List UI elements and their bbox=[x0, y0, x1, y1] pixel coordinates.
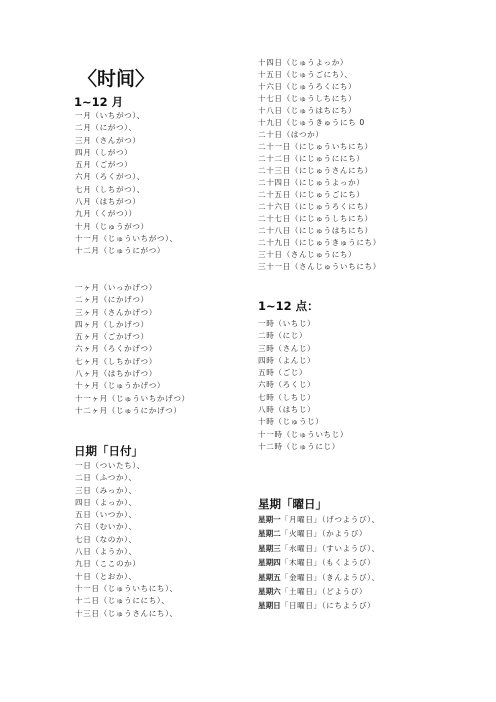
weekdays-heading: 星期「曜日」 bbox=[258, 497, 327, 511]
list-item: 二十三日（にじゅうさんにち） bbox=[258, 166, 373, 175]
weekday-jp: 「木曜日」（もくようび） bbox=[280, 558, 376, 568]
list-item: 十二時（じゅうにじ） bbox=[258, 441, 340, 451]
list-item: 三時（さんじ） bbox=[258, 343, 316, 353]
list-item: 六日（むいか）、 bbox=[75, 522, 137, 532]
weekday-cn: 星期五 bbox=[258, 572, 281, 582]
list-item: 七時（しちじ） bbox=[258, 392, 316, 402]
list-item: 十六日（じゅうろくにち） bbox=[258, 82, 357, 91]
list-item: 四ヶ月（しかげつ） bbox=[75, 319, 149, 329]
list-item: 十時（じゅうじ） bbox=[258, 417, 324, 427]
list-item: 十一ヶ月（じゅういちかげつ） bbox=[75, 393, 190, 403]
list-item: 十五日（じゅうごにち）、 bbox=[258, 70, 353, 79]
list-item: 十一日（じゅういちにち）、 bbox=[75, 583, 178, 593]
weekday-cn: 星期六 bbox=[258, 586, 281, 596]
page-title: 〈时间〉 bbox=[78, 68, 155, 90]
list-item: 七ヶ月（しちかげつ） bbox=[75, 356, 157, 366]
weekday-jp: 「月曜日」（げつようび）、 bbox=[280, 515, 380, 524]
list-item: 六ヶ月（ろくかげつ） bbox=[75, 344, 157, 354]
weekdays-list bbox=[258, 513, 380, 614]
weekday-cn: 星期一 bbox=[258, 515, 281, 524]
list-item: 三ヶ月（さんかげつ） bbox=[75, 307, 157, 317]
list-item: 三十一日（さんじゅういちにち） bbox=[258, 262, 381, 271]
list-item: 六月（ろくがつ）、 bbox=[75, 172, 145, 182]
months-heading: 1~12 月 bbox=[74, 95, 124, 109]
list-item: 十八日（じゅうはちにち） bbox=[258, 106, 357, 115]
list-item: 四時（よんじ） bbox=[258, 355, 316, 365]
month-counts-list bbox=[75, 282, 190, 417]
list-item: 二十五日（にじゅうごにち） bbox=[258, 190, 365, 199]
list-item: 十九日（じゅうきゅうにち 0 bbox=[258, 118, 365, 127]
list-item: 三日（みっか）、 bbox=[75, 485, 137, 495]
list-item: 十ヶ月（じゅうかげつ） bbox=[75, 381, 166, 391]
list-item: 一日（ついたち）、 bbox=[75, 461, 145, 470]
list-item: 四月（しがつ） bbox=[75, 147, 133, 157]
list-item: 二日（ふつか）、 bbox=[75, 473, 137, 483]
list-item: 二十一日（にじゅういちにち） bbox=[258, 142, 373, 151]
list-item: 八ヶ月（はちかげつ） bbox=[75, 369, 157, 379]
list-item: 七月（しちがつ）、 bbox=[75, 184, 145, 194]
list-item: 十二日（じゅうににち）、 bbox=[75, 596, 170, 606]
list-item: 二十八日（にじゅうはちにち） bbox=[258, 226, 373, 235]
list-item: 六時（ろくじ） bbox=[258, 380, 316, 390]
list-item bbox=[258, 542, 380, 556]
list-item: 八時（はちじ） bbox=[258, 405, 316, 415]
weekday-cn: 星期日 bbox=[258, 601, 281, 611]
dates-list bbox=[75, 460, 178, 620]
weekday-cn: 星期二 bbox=[258, 529, 281, 539]
list-item: 十三日（じゅうさんにち）、 bbox=[75, 608, 178, 618]
weekday-jp: 「金曜日」（きんようび）、 bbox=[280, 572, 380, 582]
list-item: 三十日（さんじゅうにち） bbox=[258, 250, 357, 259]
list-item: 五月（ごがつ） bbox=[75, 160, 133, 170]
list-item: 二十日（はつか） bbox=[258, 130, 324, 139]
list-item: 二十七日（にじゅうしちにち） bbox=[258, 214, 373, 223]
hours-heading: 1~12 点： bbox=[258, 299, 319, 313]
list-item: 二時（にじ） bbox=[258, 331, 308, 341]
list-item: 十月（じゅうがつ） bbox=[75, 221, 149, 231]
list-item: 九月（くがつ）） bbox=[75, 209, 137, 219]
list-item: 二十六日（にじゅうろくにち） bbox=[258, 202, 373, 211]
list-item: 十四日（じゅうよっか） bbox=[258, 58, 349, 67]
list-item: 二月（にがつ）、 bbox=[75, 123, 137, 133]
list-item bbox=[258, 527, 380, 541]
dates-cont-list bbox=[258, 57, 381, 273]
dates-heading: 日期「日付」 bbox=[74, 444, 143, 458]
list-item: 四日（よっか）、 bbox=[75, 497, 137, 507]
list-item: 十二月（じゅうにがつ） bbox=[75, 246, 166, 256]
weekday-cn: 星期四 bbox=[258, 558, 281, 568]
hours-list bbox=[258, 318, 348, 453]
list-item bbox=[258, 556, 380, 570]
list-item: 二十九日（にじゅうきゅうにち） bbox=[258, 238, 381, 247]
list-item: 九日（ここのか） bbox=[75, 559, 141, 569]
weekday-jp: 「土曜日」（どようび） bbox=[280, 586, 368, 596]
list-item bbox=[258, 585, 380, 599]
list-item: 五日（いつか）、 bbox=[75, 510, 137, 520]
weekday-jp: 「水曜日」（すいようび）、 bbox=[280, 543, 380, 553]
list-item: 三月（さんがつ） bbox=[75, 135, 141, 145]
weekday-jp: 「日曜日」（にちようび） bbox=[280, 601, 376, 611]
list-item: 二ヶ月（にかげつ） bbox=[75, 295, 149, 305]
list-item bbox=[258, 571, 380, 585]
list-item: 十七日（じゅうしちにち） bbox=[258, 94, 357, 103]
list-item bbox=[258, 513, 380, 527]
list-item: 十一時（じゅういちじ） bbox=[258, 429, 349, 439]
list-item: 十一月（じゅういちがつ）、 bbox=[75, 233, 178, 243]
list-item: 五時（ごじ） bbox=[258, 368, 308, 378]
list-item: 十日（とおか）、 bbox=[75, 571, 137, 581]
list-item: 一月（いちがつ）、 bbox=[75, 111, 145, 120]
list-item bbox=[258, 599, 380, 613]
list-item: 十二ヶ月（じゅうにかげつ） bbox=[75, 405, 182, 415]
list-item: 一ヶ月（いっかげつ） bbox=[75, 283, 157, 292]
list-item: 二十四日（にじゅうよっか） bbox=[258, 178, 365, 187]
weekday-cn: 星期三 bbox=[258, 543, 281, 553]
months-list bbox=[75, 110, 178, 258]
list-item: 八月（はちがつ） bbox=[75, 197, 141, 207]
weekday-jp: 「火曜日」（かようび） bbox=[280, 529, 368, 539]
list-item: 二十二日（にじゅうににち） bbox=[258, 154, 365, 163]
list-item: 五ヶ月（ごかげつ） bbox=[75, 332, 149, 342]
list-item: 七日（なのか）、 bbox=[75, 534, 137, 544]
list-item: 八日（ようか）、 bbox=[75, 547, 137, 557]
list-item: 一時（いちじ） bbox=[258, 319, 316, 328]
